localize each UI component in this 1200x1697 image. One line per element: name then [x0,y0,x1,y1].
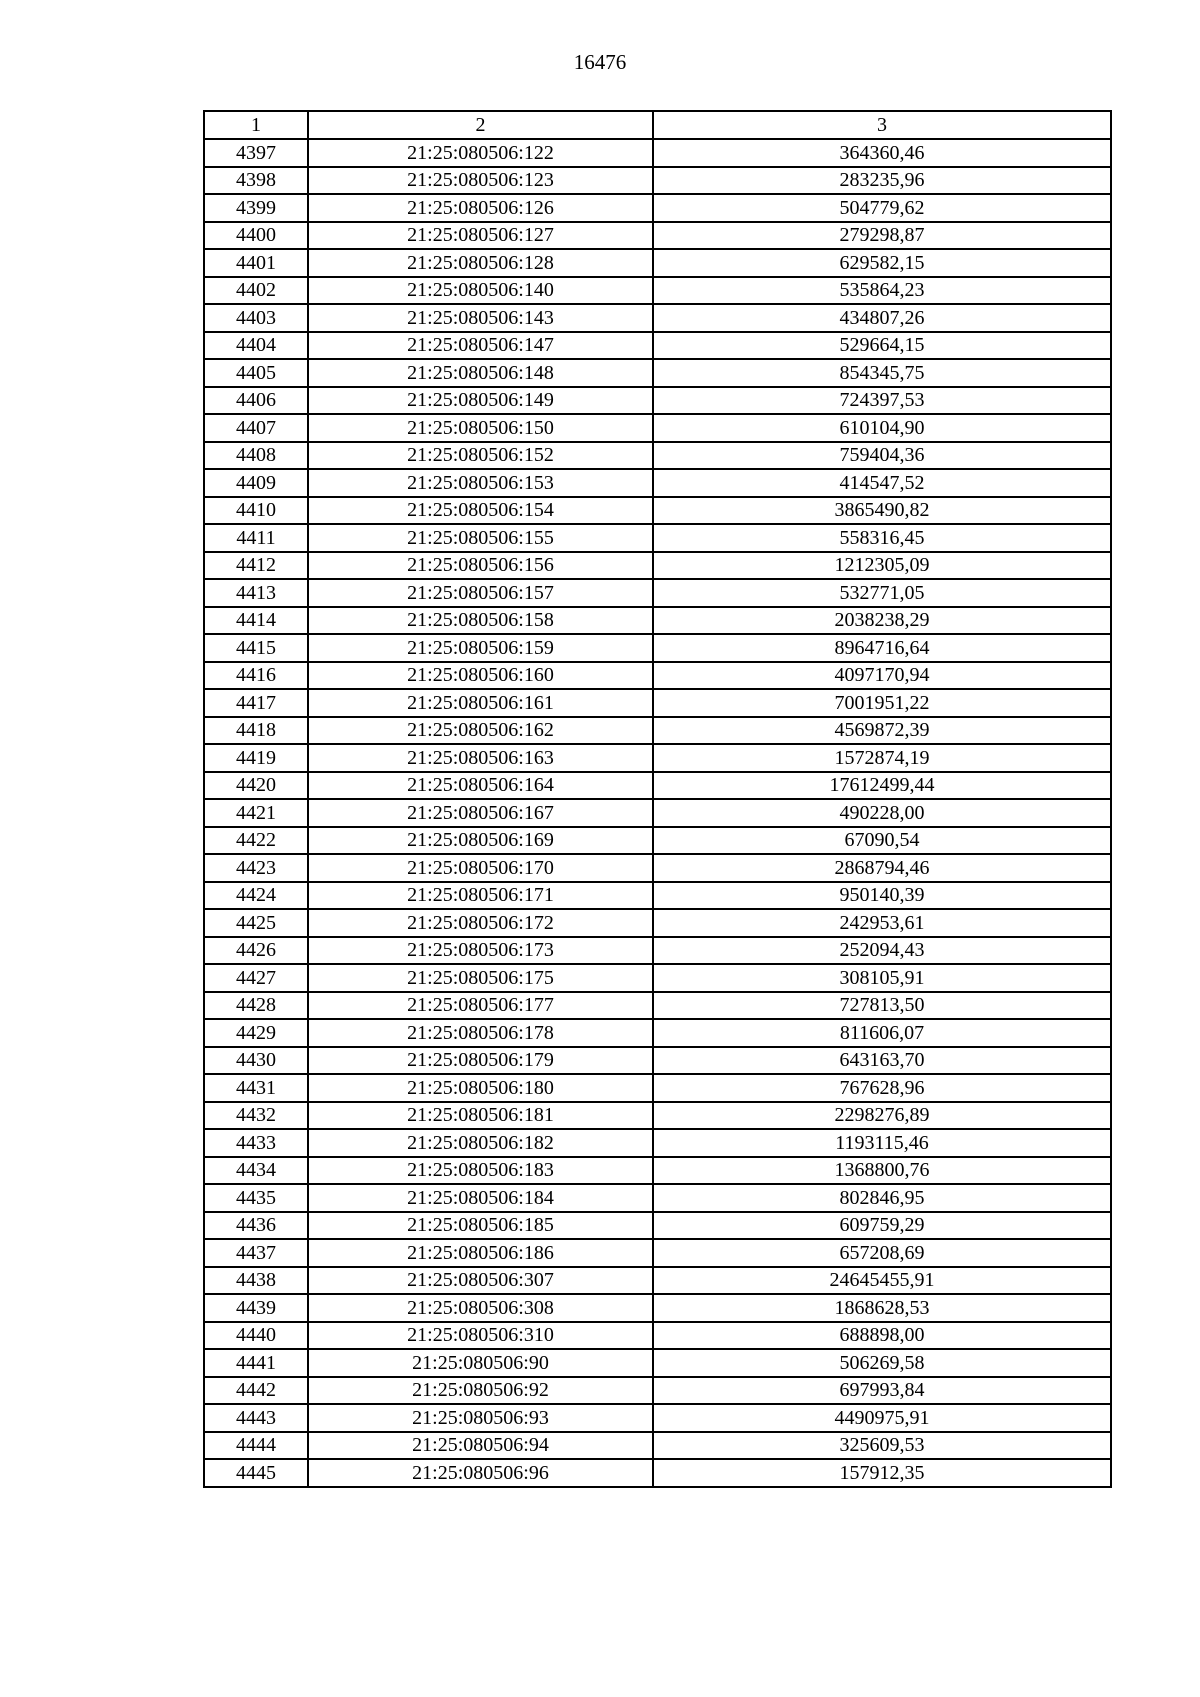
table-row [204,634,1111,662]
table-row [204,1019,1111,1047]
value-cell: 3865490,82 [653,497,1111,525]
table-row [204,167,1111,195]
row-number-cell: 4444 [204,1432,308,1460]
table-row [204,304,1111,332]
cadastral-number-cell: 21:25:080506:158 [308,607,653,635]
row-number-cell: 4426 [204,937,308,965]
table-row [204,524,1111,552]
row-number-cell: 4414 [204,607,308,635]
row-number-cell: 4397 [204,139,308,167]
cadastral-number-cell: 21:25:080506:175 [308,964,653,992]
cadastral-number-cell: 21:25:080506:308 [308,1294,653,1322]
table-row [204,1184,1111,1212]
table-row [204,222,1111,250]
table-row [204,497,1111,525]
cadastral-number-cell: 21:25:080506:155 [308,524,653,552]
cadastral-number-cell: 21:25:080506:160 [308,662,653,690]
row-number-cell: 4402 [204,277,308,305]
value-cell: 802846,95 [653,1184,1111,1212]
value-cell: 325609,53 [653,1432,1111,1460]
cadastral-number-cell: 21:25:080506:169 [308,827,653,855]
cadastral-number-cell: 21:25:080506:161 [308,689,653,717]
table-row [204,882,1111,910]
value-cell: 950140,39 [653,882,1111,910]
cadastral-number-cell: 21:25:080506:156 [308,552,653,580]
table-row [204,744,1111,772]
table-row [204,1102,1111,1130]
value-cell: 279298,87 [653,222,1111,250]
value-cell: 1193115,46 [653,1129,1111,1157]
row-number-cell: 4436 [204,1212,308,1240]
value-cell: 629582,15 [653,249,1111,277]
cadastral-number-cell: 21:25:080506:94 [308,1432,653,1460]
table-row [204,689,1111,717]
row-number-cell: 4431 [204,1074,308,1102]
table-row [204,194,1111,222]
table-row [204,1459,1111,1487]
table-header-row [204,111,1111,139]
value-cell: 697993,84 [653,1377,1111,1405]
row-number-cell: 4432 [204,1102,308,1130]
table-row [204,469,1111,497]
table-row [204,607,1111,635]
cadastral-number-cell: 21:25:080506:154 [308,497,653,525]
cadastral-number-cell: 21:25:080506:123 [308,167,653,195]
cadastral-number-cell: 21:25:080506:178 [308,1019,653,1047]
row-number-cell: 4409 [204,469,308,497]
cadastral-number-cell: 21:25:080506:159 [308,634,653,662]
cadastral-number-cell: 21:25:080506:93 [308,1404,653,1432]
table-row [204,1294,1111,1322]
cadastral-number-cell: 21:25:080506:140 [308,277,653,305]
row-number-cell: 4415 [204,634,308,662]
row-number-cell: 4411 [204,524,308,552]
row-number-cell: 4428 [204,992,308,1020]
value-cell: 1212305,09 [653,552,1111,580]
value-cell: 504779,62 [653,194,1111,222]
cadastral-number-cell: 21:25:080506:180 [308,1074,653,1102]
row-number-cell: 4430 [204,1047,308,1075]
row-number-cell: 4421 [204,799,308,827]
cadastral-number-cell: 21:25:080506:181 [308,1102,653,1130]
cadastral-number-cell: 21:25:080506:164 [308,772,653,800]
cadastral-number-cell: 21:25:080506:183 [308,1157,653,1185]
cadastral-number-cell: 21:25:080506:179 [308,1047,653,1075]
table-row [204,1404,1111,1432]
value-cell: 759404,36 [653,442,1111,470]
value-cell: 490228,00 [653,799,1111,827]
value-cell: 283235,96 [653,167,1111,195]
cadastral-number-cell: 21:25:080506:173 [308,937,653,965]
cadastral-number-cell: 21:25:080506:171 [308,882,653,910]
cadastral-number-cell: 21:25:080506:122 [308,139,653,167]
row-number-cell: 4404 [204,332,308,360]
value-cell: 535864,23 [653,277,1111,305]
table-row [204,442,1111,470]
row-number-cell: 4439 [204,1294,308,1322]
table-row [204,1074,1111,1102]
table-row [204,909,1111,937]
cadastral-number-cell: 21:25:080506:177 [308,992,653,1020]
table-row [204,414,1111,442]
value-cell: 532771,05 [653,579,1111,607]
row-number-cell: 4400 [204,222,308,250]
value-cell: 2298276,89 [653,1102,1111,1130]
row-number-cell: 4422 [204,827,308,855]
row-number-cell: 4433 [204,1129,308,1157]
cadastral-number-cell: 21:25:080506:170 [308,854,653,882]
value-cell: 434807,26 [653,304,1111,332]
cadastral-number-cell: 21:25:080506:184 [308,1184,653,1212]
row-number-cell: 4445 [204,1459,308,1487]
table-row [204,662,1111,690]
row-number-cell: 4425 [204,909,308,937]
row-number-cell: 4423 [204,854,308,882]
row-number-cell: 4413 [204,579,308,607]
value-cell: 1368800,76 [653,1157,1111,1185]
value-cell: 610104,90 [653,414,1111,442]
value-cell: 17612499,44 [653,772,1111,800]
column-header: 2 [308,111,653,139]
cadastral-number-cell: 21:25:080506:152 [308,442,653,470]
row-number-cell: 4435 [204,1184,308,1212]
table-row [204,1432,1111,1460]
row-number-cell: 4416 [204,662,308,690]
value-cell: 157912,35 [653,1459,1111,1487]
value-cell: 24645455,91 [653,1267,1111,1295]
value-cell: 854345,75 [653,359,1111,387]
value-cell: 2868794,46 [653,854,1111,882]
cadastral-number-cell: 21:25:080506:310 [308,1322,653,1350]
value-cell: 811606,07 [653,1019,1111,1047]
table-row [204,332,1111,360]
value-cell: 727813,50 [653,992,1111,1020]
row-number-cell: 4407 [204,414,308,442]
row-number-cell: 4410 [204,497,308,525]
value-cell: 1572874,19 [653,744,1111,772]
cadastral-number-cell: 21:25:080506:147 [308,332,653,360]
table-row [204,1129,1111,1157]
row-number-cell: 4417 [204,689,308,717]
value-cell: 4490975,91 [653,1404,1111,1432]
value-cell: 252094,43 [653,937,1111,965]
cadastral-number-cell: 21:25:080506:186 [308,1239,653,1267]
cadastral-number-cell: 21:25:080506:182 [308,1129,653,1157]
cadastral-number-cell: 21:25:080506:90 [308,1349,653,1377]
cadastral-number-cell: 21:25:080506:307 [308,1267,653,1295]
table-row [204,249,1111,277]
cadastral-number-cell: 21:25:080506:126 [308,194,653,222]
cadastral-number-cell: 21:25:080506:163 [308,744,653,772]
cadastral-number-cell: 21:25:080506:167 [308,799,653,827]
row-number-cell: 4401 [204,249,308,277]
cadastral-number-cell: 21:25:080506:148 [308,359,653,387]
row-number-cell: 4434 [204,1157,308,1185]
row-number-cell: 4440 [204,1322,308,1350]
table-row [204,1239,1111,1267]
column-header: 1 [204,111,308,139]
table-row [204,992,1111,1020]
cadastral-number-cell: 21:25:080506:172 [308,909,653,937]
row-number-cell: 4438 [204,1267,308,1295]
table-row [204,139,1111,167]
value-cell: 724397,53 [653,387,1111,415]
table-row [204,827,1111,855]
table-row [204,552,1111,580]
row-number-cell: 4406 [204,387,308,415]
value-cell: 643163,70 [653,1047,1111,1075]
value-cell: 506269,58 [653,1349,1111,1377]
cadastral-number-cell: 21:25:080506:157 [308,579,653,607]
cadastral-number-cell: 21:25:080506:150 [308,414,653,442]
value-cell: 609759,29 [653,1212,1111,1240]
cadastral-number-cell: 21:25:080506:143 [308,304,653,332]
value-cell: 364360,46 [653,139,1111,167]
value-cell: 657208,69 [653,1239,1111,1267]
value-cell: 529664,15 [653,332,1111,360]
table-row [204,937,1111,965]
value-cell: 8964716,64 [653,634,1111,662]
table-row [204,1322,1111,1350]
cadastral-number-cell: 21:25:080506:127 [308,222,653,250]
value-cell: 414547,52 [653,469,1111,497]
row-number-cell: 4429 [204,1019,308,1047]
table-row [204,1267,1111,1295]
value-cell: 2038238,29 [653,607,1111,635]
row-number-cell: 4441 [204,1349,308,1377]
table-body [204,139,1111,1487]
value-cell: 7001951,22 [653,689,1111,717]
table-row [204,772,1111,800]
row-number-cell: 4399 [204,194,308,222]
column-header: 3 [653,111,1111,139]
row-number-cell: 4419 [204,744,308,772]
row-number-cell: 4424 [204,882,308,910]
value-cell: 1868628,53 [653,1294,1111,1322]
cadastral-number-cell: 21:25:080506:153 [308,469,653,497]
row-number-cell: 4403 [204,304,308,332]
table-row [204,579,1111,607]
page-number: 16476 [573,50,627,74]
value-cell: 308105,91 [653,964,1111,992]
value-cell: 558316,45 [653,524,1111,552]
cadastral-number-cell: 21:25:080506:149 [308,387,653,415]
row-number-cell: 4437 [204,1239,308,1267]
table-row [204,854,1111,882]
table-row [204,964,1111,992]
value-cell: 4569872,39 [653,717,1111,745]
table-row [204,359,1111,387]
table-row [204,717,1111,745]
value-cell: 767628,96 [653,1074,1111,1102]
row-number-cell: 4418 [204,717,308,745]
value-cell: 67090,54 [653,827,1111,855]
row-number-cell: 4442 [204,1377,308,1405]
table-row [204,277,1111,305]
row-number-cell: 4408 [204,442,308,470]
row-number-cell: 4412 [204,552,308,580]
value-cell: 688898,00 [653,1322,1111,1350]
table-row [204,799,1111,827]
row-number-cell: 4405 [204,359,308,387]
value-cell: 4097170,94 [653,662,1111,690]
row-number-cell: 4443 [204,1404,308,1432]
cadastral-number-cell: 21:25:080506:185 [308,1212,653,1240]
cadastral-number-cell: 21:25:080506:92 [308,1377,653,1405]
table-row [204,1349,1111,1377]
table-row [204,1212,1111,1240]
table-row [204,1047,1111,1075]
value-cell: 242953,61 [653,909,1111,937]
table-row [204,1377,1111,1405]
row-number-cell: 4420 [204,772,308,800]
table-row [204,1157,1111,1185]
cadastral-number-cell: 21:25:080506:162 [308,717,653,745]
registry-table [203,110,1112,1488]
table-row [204,387,1111,415]
row-number-cell: 4427 [204,964,308,992]
row-number-cell: 4398 [204,167,308,195]
cadastral-number-cell: 21:25:080506:128 [308,249,653,277]
cadastral-number-cell: 21:25:080506:96 [308,1459,653,1487]
